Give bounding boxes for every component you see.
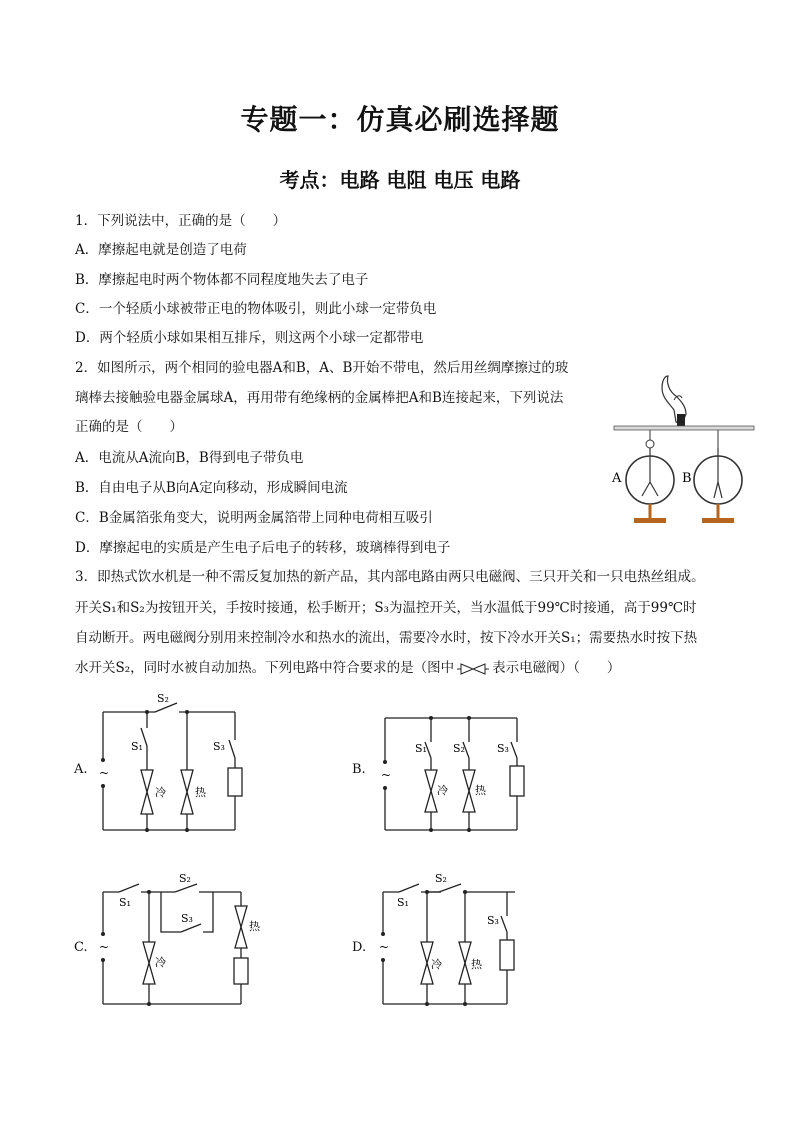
q2-option-c: C．B金属箔张角变大，说明两金属箔带上同种电荷相互吸引 — [75, 510, 433, 526]
circuit-a-ac-symbol: ~ — [99, 766, 110, 780]
q2-stem-line1: 2．如图所示，两个相同的验电器A和B，A、B开始不带电，然后用丝绸摩擦过的玻 — [75, 360, 569, 376]
circuit-c-cold-label: 冷 — [155, 956, 166, 969]
q1-option-c: C．一个轻质小球被带正电的物体吸引，则此小球一定带负电 — [75, 301, 437, 317]
electroscope-b — [694, 430, 742, 523]
page-title: 专题一：仿真必刷选择题 — [240, 103, 560, 136]
q1-option-d: D．两个轻质小球如果相互排斥，则这两个小球一定都带电 — [75, 330, 424, 346]
circuit-d-hot-label: 热 — [471, 958, 482, 971]
electroscope-a — [626, 430, 674, 523]
q1-option-b: B．摩擦起电时两个物体都不同程度地失去了电子 — [75, 272, 369, 288]
valve-symbol-icon — [457, 663, 489, 675]
option-b-label: B. — [352, 762, 366, 777]
hand-icon — [662, 376, 686, 426]
q2-stem-line2: 璃棒去接触验电器金属球A，再用带有绝缘柄的金属棒把A和B连接起来，下列说法 — [75, 390, 564, 406]
electroscope-b-label: B — [682, 471, 692, 486]
q3-stem-line1: 3．即热式饮水机是一种不需反复加热的新产品，其内部电路由两只电磁阀、三只开关和一只电热丝组成。 — [75, 569, 705, 585]
q3-stem-line3: 自动断开。两电磁阀分别用来控制冷水和热水的流出，需要冷水时，按下冷水开关S₁；需要热水时按下热 — [75, 630, 698, 646]
circuit-a-cold-label: 冷 — [155, 786, 166, 799]
circuit-c-diagram — [95, 872, 265, 1012]
circuit-b-cold-label: 冷 — [437, 784, 448, 797]
circuit-d-s2-label: S₂ — [435, 872, 447, 885]
circuit-d-s1-label: S₁ — [397, 896, 409, 909]
circuit-d-diagram — [375, 872, 535, 1012]
option-d-label: D. — [352, 940, 367, 955]
q2-stem-line3: 正确的是（ ） — [75, 419, 183, 435]
metal-rod — [614, 426, 754, 430]
option-a-label: A. — [74, 762, 88, 777]
page-subtitle: 考点：电路 电阻 电压 电路 — [279, 168, 521, 192]
circuit-b-s3-label: S₃ — [497, 742, 509, 755]
circuit-c-ac-symbol: ~ — [99, 940, 110, 954]
circuit-c-s2-label: S₂ — [179, 872, 191, 885]
circuit-b-hot-label: 热 — [475, 784, 486, 797]
circuit-a-s3-label: S₃ — [213, 740, 225, 753]
circuit-d-cold-label: 冷 — [431, 958, 442, 971]
circuit-c-hot-label: 热 — [249, 920, 260, 933]
q3-stem-line4-text: 水开关S₂，同时水被自动加热。下列电路中符合要求的是（图中 — [75, 660, 455, 676]
circuit-b-diagram — [377, 700, 537, 840]
circuit-b-s1-label: S₁ — [415, 742, 427, 755]
circuit-c-s3-label: S₃ — [181, 912, 193, 925]
q3-stem-line4 — [75, 658, 620, 678]
q1-option-a: A．摩擦起电就是创造了电荷 — [75, 242, 247, 258]
electroscope-figure — [610, 370, 760, 530]
q3-stem-line2: 开关S₁和S₂为按钮开关，手按时接通，松手断开；S₃为温控开关，当水温低于99℃时接通，高于99℃时 — [75, 600, 697, 616]
circuit-d-s3-label: S₃ — [487, 914, 499, 927]
option-c-label: C. — [74, 940, 88, 955]
circuit-a-hot-label: 热 — [195, 786, 206, 799]
circuit-b-ac-symbol: ~ — [381, 768, 392, 782]
circuit-d-ac-symbol: ~ — [379, 940, 390, 954]
circuit-a-diagram — [95, 690, 255, 840]
circuit-b-s2-label: S₂ — [453, 742, 465, 755]
q2-option-b: B．自由电子从B向A定向移动，形成瞬间电流 — [75, 480, 348, 496]
electroscope-a-label: A — [612, 471, 622, 486]
circuit-a-s2-label: S₂ — [157, 692, 169, 705]
q1-stem: 1．下列说法中，正确的是（ ） — [75, 213, 287, 229]
q2-option-d: D．摩擦起电的实质是产生电子后电子的转移，玻璃棒得到电子 — [75, 540, 451, 556]
q3-stem-line4-tail: 表示电磁阀）（ ） — [492, 660, 621, 676]
circuit-a-s1-label: S₁ — [131, 740, 143, 753]
q2-option-a: A．电流从A流向B，B得到电子带负电 — [75, 450, 304, 466]
circuit-c-s1-label: S₁ — [119, 896, 131, 909]
